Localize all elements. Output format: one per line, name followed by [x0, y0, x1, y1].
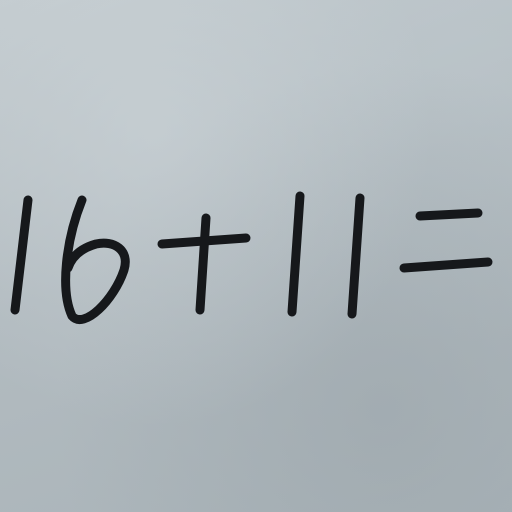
plus-sign [162, 218, 246, 310]
digit-one [15, 200, 28, 310]
digit-six [66, 200, 126, 320]
digit-one-second-operand-b [352, 198, 360, 314]
equals-sign [404, 213, 488, 268]
digit-one-second-operand-a [292, 196, 300, 312]
